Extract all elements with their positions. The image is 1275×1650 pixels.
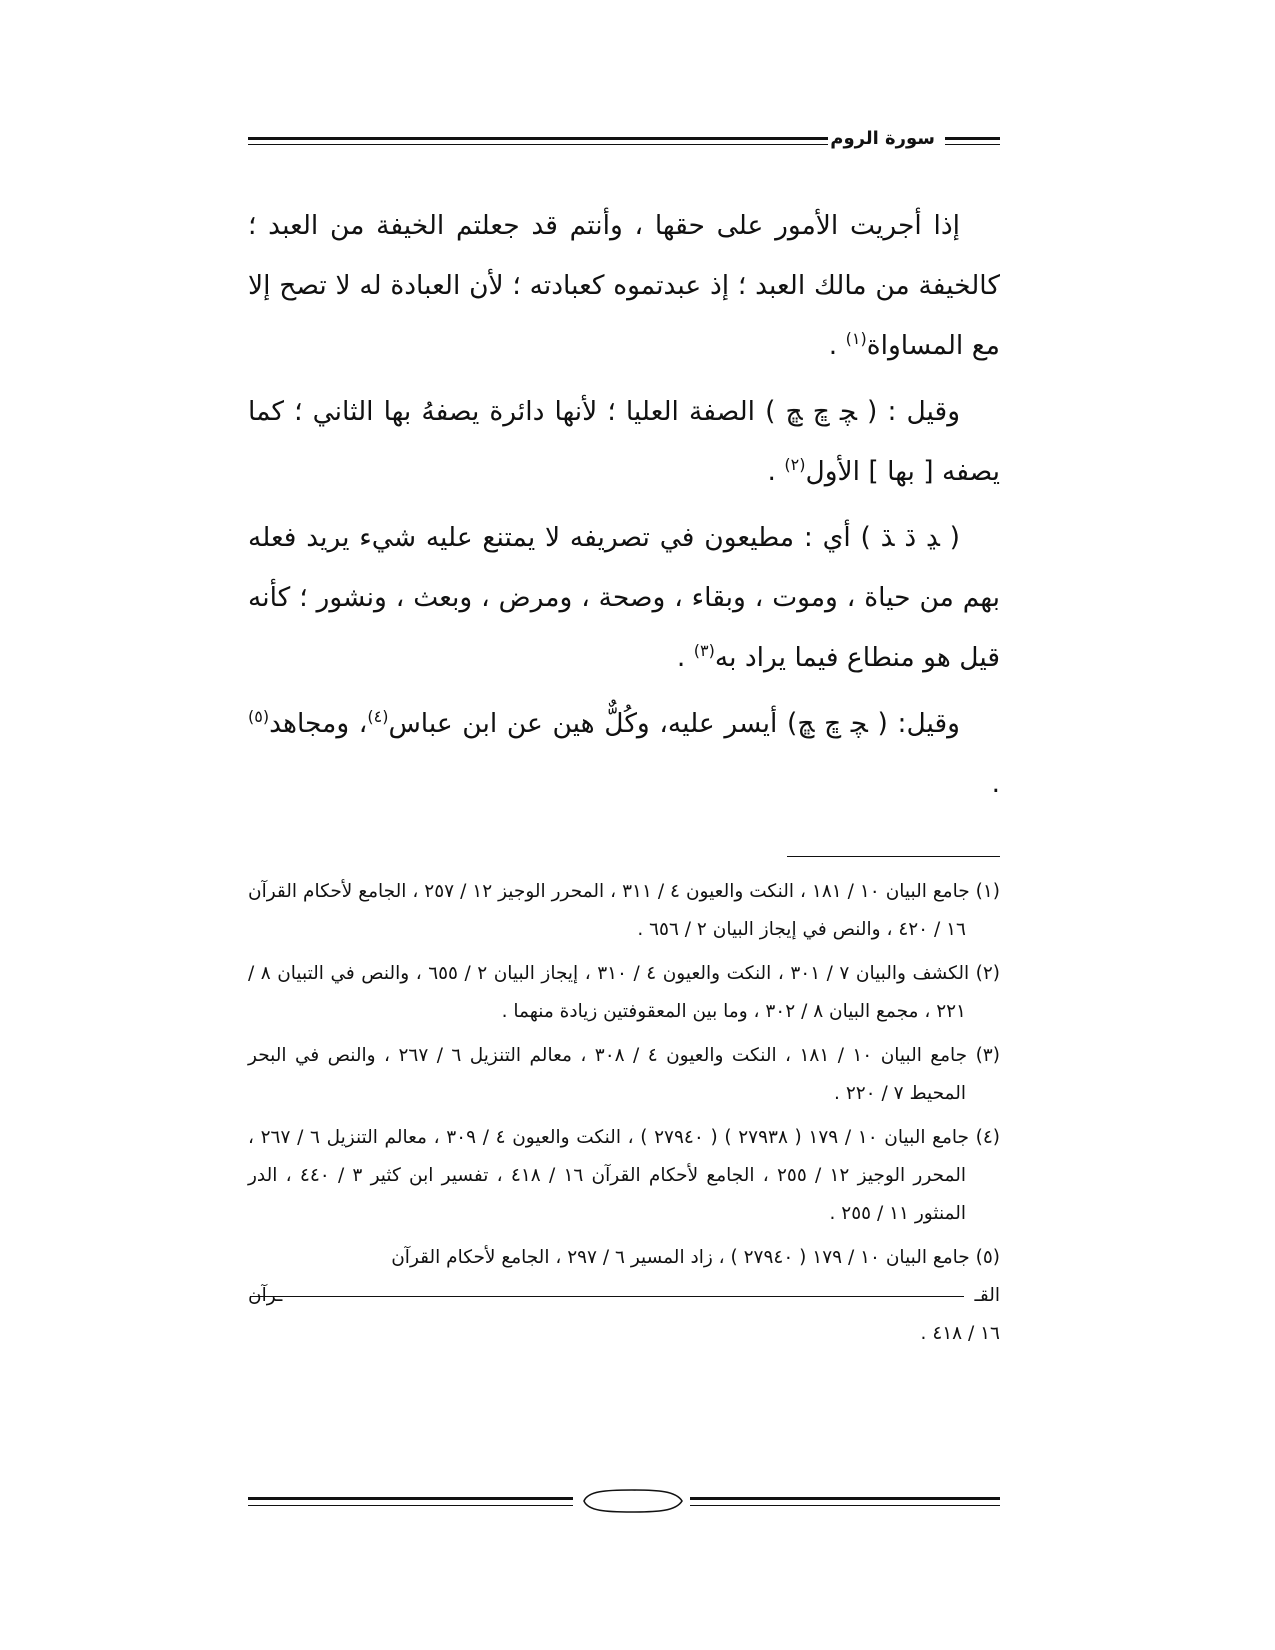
paragraph-3: ( ﮃ ﮄ ﮅ ) أي : مطيعون في تصريفه لا يمتنع عليه شيء يريد فعله بهم من حياة ، وموت ، وبقاء ، وصحة ، ومرض ، وبعث ، ونشور ؛ كأنه قيل هو منطاع فيما يراد به$^{(٣)}$ . <box>248 522 1000 673</box>
footnote-5-tail: ١٦ / ٤١٨ . <box>920 1323 1000 1344</box>
footnote-separator <box>787 856 1000 857</box>
footnote-ref-3: (٣) <box>693 641 715 661</box>
footnote-ref-2: (٢) <box>784 455 806 475</box>
header-long-rule <box>248 137 828 145</box>
footnote-1: (١) جامع البيان ١٠ / ١٨١ ، النكت والعيون ٤ / ٣١١ ، المحرر الوجيز ١٢ / ٢٥٧ ، الجامع لأحكام القرآن ١٦ / ٤٢٠ ، والنص في إيجاز البيان ٢ / ٦٥٦ . <box>248 881 1001 940</box>
header-short-rule <box>945 137 1000 145</box>
footnote-5-rule <box>250 1296 964 1297</box>
footer-left-rule <box>248 1497 573 1506</box>
main-text <box>248 196 1000 820</box>
paragraph-1: إذا أجريت الأمور على حقها ، وأنتم قد جعلتم الخيفة من العبد ؛ كالخيفة من مالك العبد ؛ إذ عبدتموه كعبادته ؛ لأن العبادة له لا تصح إلا مع المساواة$^{(١)}$ . <box>248 210 1000 361</box>
page-number-oval-icon <box>578 1488 686 1514</box>
footnote-ref-1: (١) <box>845 329 867 349</box>
footer-right-rule <box>690 1497 1000 1506</box>
footnotes <box>248 873 1000 1359</box>
running-header <box>248 128 1000 154</box>
page-footer-ornament <box>248 1486 1000 1518</box>
footnote-2: (٢) الكشف والبيان ٧ / ٣٠١ ، النكت والعيون ٤ / ٣١٠ ، إيجاز البيان ٢ / ٦٥٥ ، والنص في التبيان ٨ / ٢٢١ ، مجمع البيان ٨ / ٣٠٢ ، وما بين المعقوفتين زيادة منهما . <box>248 963 1001 1022</box>
paragraph-4: وقيل: ( ﭽ ﭾ ﭿ) أيسر عليه، وكُلٌّ هين عن ابن عباس$^{(٤)}$، ومجاهد$^{(٥)}$ . <box>248 707 1000 799</box>
footnote-5-rule-line: القـ ـرآن <box>248 1285 1000 1306</box>
paragraph-2: وقيل : ( ﭽ ﭾ ﭿ ) الصفة العليا ؛ لأنها دائرة يصفهُ بها الثاني ؛ كما يصفه [ بها ] الأول$^{(٢)}$ . <box>248 396 1000 487</box>
footnote-ref-4: (٤) <box>367 707 389 727</box>
footnote-4: (٤) جامع البيان ١٠ / ١٧٩ ( ٢٧٩٣٨ ) ( ٢٧٩٤٠ ) ، النكت والعيون ٤ / ٣٠٩ ، معالم التنزيل ٦ / ٢٦٧ ، المحرر الوجيز ١٢ / ٢٥٥ ، الجامع لأحكام القرآن ١٦ / ٤١٨ ، تفسير ابن كثير ٣ / ٤٤٠ ، الدر المنثور ١١ / ٢٥٥ . <box>248 1127 1000 1224</box>
header-title: سورة الروم <box>830 128 935 149</box>
footnote-5: (٥) جامع البيان ١٠ / ١٧٩ ( ٢٧٩٤٠ ) ، زاد المسير ٦ / ٢٩٧ ، الجامع لأحكام القرآن القـ ـرآن ١٦ / ٤١٨ . <box>248 1239 1000 1353</box>
footnote-ref-5: (٥) <box>248 707 270 727</box>
footnote-3: (٣) جامع البيان ١٠ / ١٨١ ، النكت والعيون ٤ / ٣٠٨ ، معالم التنزيل ٦ / ٢٦٧ ، والنص في البحر المحيط ٧ / ٢٢٠ . <box>248 1045 1000 1104</box>
